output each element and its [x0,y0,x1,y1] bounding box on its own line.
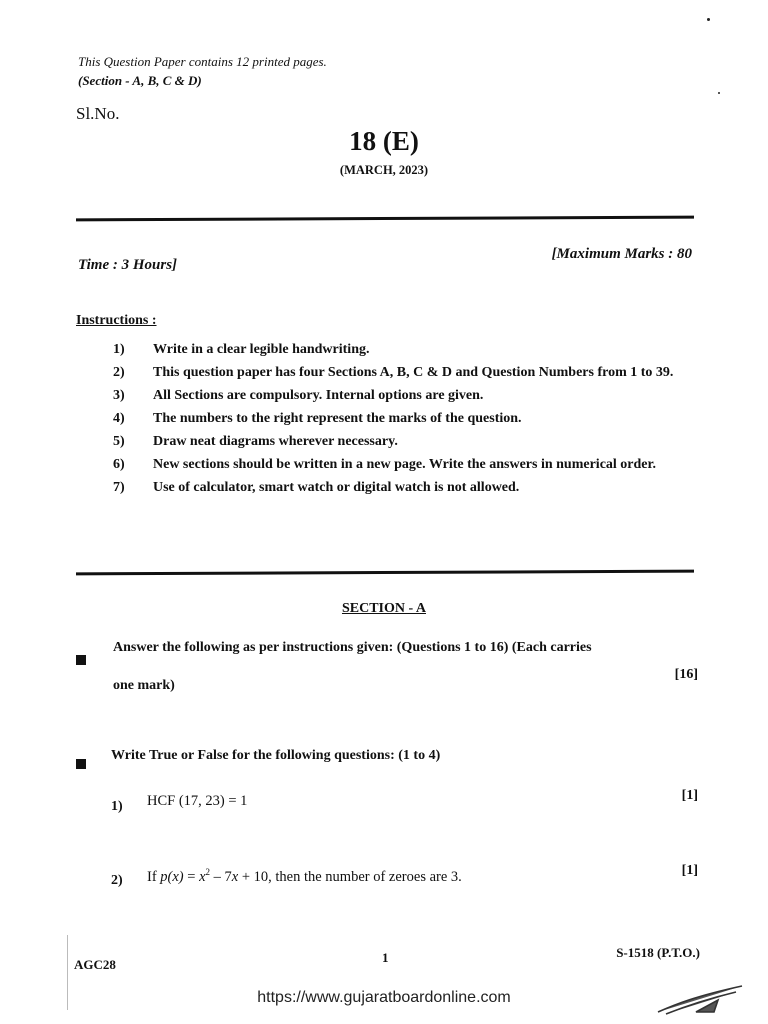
divider [76,570,694,576]
section-instruction: Answer the following as per instructions given: (Questions 1 to 16) (Each carries [113,640,592,655]
true-false-heading: Write True or False for the following questions: (1 to 4) [111,748,441,763]
instruction-text: New sections should be written in a new page. Write the answers in numerical order. [153,457,656,472]
scan-speck [707,18,710,21]
website-watermark: https://www.gujaratboardonline.com [257,989,511,1006]
instruction-text: Use of calculator, smart watch or digital watch is not allowed. [153,480,520,495]
question-text-part: x [231,868,239,885]
section-instruction-continued: one mark) [113,678,175,693]
scribble-mark-icon [656,982,746,1018]
exponent: 2 [205,867,211,877]
instruction-item [113,478,703,498]
instructions-list [113,340,703,501]
instruction-item [113,340,703,360]
footer-code-pto: S-1518 (P.T.O.) [616,945,700,960]
question-text-part: p(x) [160,868,184,885]
footer-code: AGC28 [74,957,116,972]
paper-code: 18 (E) [349,126,419,156]
exam-date: (MARCH, 2023) [339,163,429,177]
instruction-text: This question paper has four Sections A, B, C & D and Question Numbers from 1 to 39. [153,365,674,380]
square-bullet-icon [76,759,86,769]
serial-number-label: Sl.No. [76,104,120,123]
instruction-text: Draw neat diagrams wherever necessary. [153,434,398,449]
question-number: 2) [111,873,123,888]
instruction-number: 2) [113,365,125,380]
question-text-part: – 7 [210,868,232,885]
instruction-number: 5) [113,434,125,449]
instruction-text: Write in a clear legible handwriting. [153,342,370,357]
instruction-number: 6) [113,457,125,472]
pages-note: This Question Paper contains 12 printed pages. [78,54,327,69]
instruction-number: 3) [113,388,125,403]
instruction-number: 4) [113,411,125,426]
question-number: 1) [111,799,123,814]
section-a-title: SECTION - A [341,601,427,616]
question-text: HCF (17, 23) = 1 [147,793,248,809]
question-text [147,867,462,886]
square-bullet-icon [76,655,86,665]
instruction-number: 7) [113,480,125,495]
question-marks: [1] [681,788,698,803]
instruction-item [113,455,703,475]
sections-note: (Section - A, B, C & D) [78,73,202,88]
question-marks: [1] [681,863,698,878]
scan-speck [718,92,720,94]
instruction-text: All Sections are compulsory. Internal options are given. [153,388,484,403]
instruction-text: The numbers to the right represent the marks of the question. [153,411,522,426]
instructions-title: Instructions : [76,313,157,328]
question-text-part: = [183,868,200,885]
question-text-part: + 10, then the number of zeroes are 3. [238,868,462,885]
instruction-item [113,409,703,429]
section-marks: [16] [674,667,698,682]
instruction-item [113,363,703,383]
instruction-item [113,432,703,452]
maximum-marks: [Maximum Marks : 80 [551,246,692,262]
instruction-item [113,386,703,406]
instruction-number: 1) [113,342,125,357]
page-number: 1 [382,950,389,965]
question-text-part: If [147,868,161,885]
divider [76,216,694,222]
time-allowed: Time : 3 Hours] [78,257,178,273]
question-text-part: x [199,868,206,885]
